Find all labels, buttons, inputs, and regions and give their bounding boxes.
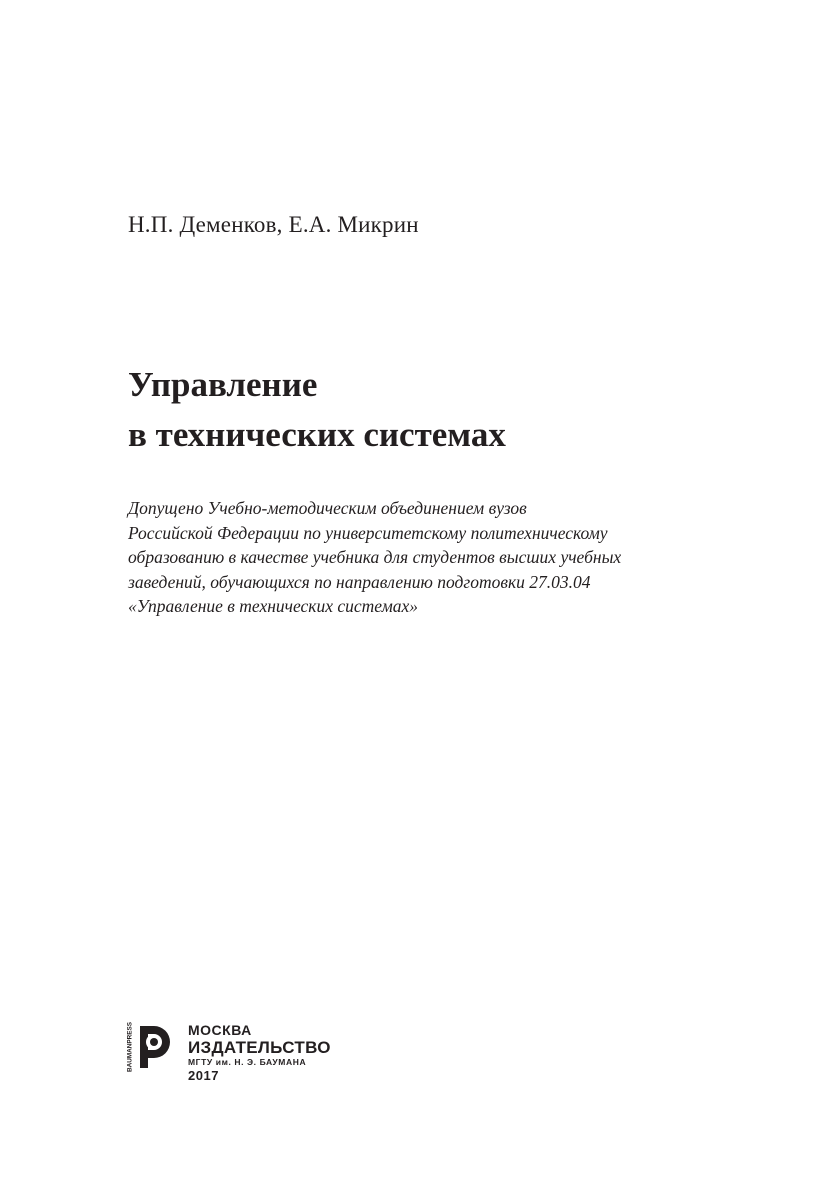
approval-line-2: Российской Федерации по университетскому политехническому bbox=[128, 522, 608, 543]
book-title bbox=[128, 360, 506, 460]
approval-line-1: Допущено Учебно-методическим объединением вузов bbox=[128, 498, 527, 518]
publisher-university: МГТУ им. Н. Э. БАУМАНА bbox=[188, 1057, 307, 1067]
approval-line-3: образованию в качестве учебника для студентов высших учебных bbox=[128, 547, 622, 567]
authors: Н.П. Деменков, Е.А. Микрин bbox=[128, 212, 419, 237]
baumanpress-wordmark bbox=[124, 1022, 134, 1072]
book-title-line-1: Управление bbox=[128, 365, 318, 404]
approval-line-5: «Управление в технических системах» bbox=[128, 596, 419, 616]
approval-line-4: заведений, обучающихся по направлению подготовки 27.03.04 bbox=[128, 571, 591, 592]
publication-year: 2017 bbox=[188, 1068, 219, 1083]
book-title-line-2: в технических системах bbox=[128, 415, 506, 454]
publisher-text bbox=[188, 1022, 331, 1083]
publisher-city: МОСКВА bbox=[188, 1022, 252, 1038]
baumanpress-wordmark-text: BAUMANPRESS bbox=[126, 1022, 134, 1072]
approval-note bbox=[128, 496, 708, 619]
publisher-block bbox=[124, 1022, 354, 1083]
publisher-name: ИЗДАТЕЛЬСТВО bbox=[188, 1038, 331, 1057]
